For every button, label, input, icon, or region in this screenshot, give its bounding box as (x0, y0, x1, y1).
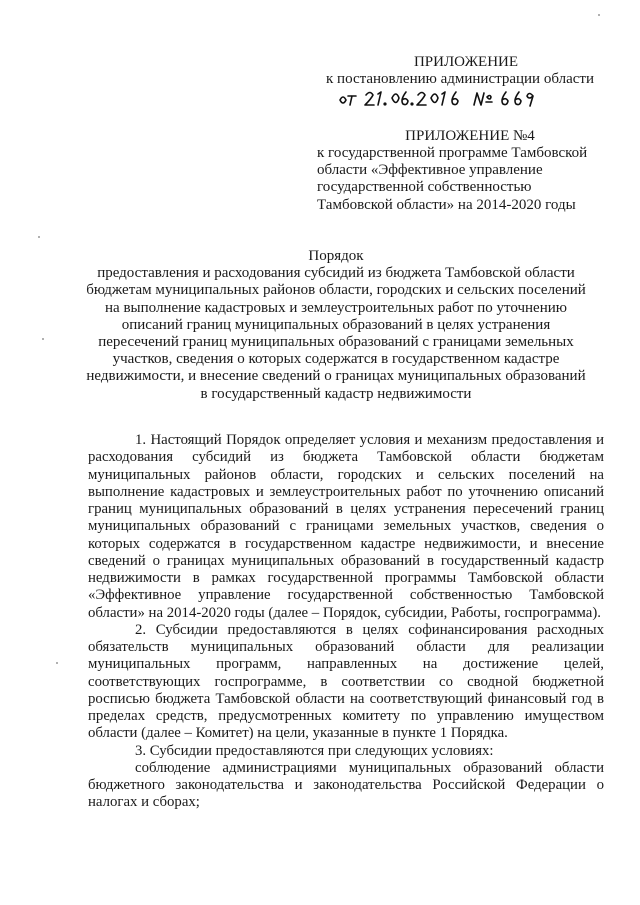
appendix-title: ПРИЛОЖЕНИЕ (413, 54, 519, 70)
paragraph-2: 2. Субсидии предоставляются в целях софинансирования расходных обязательств муниципальных образований области для реализации муниципальных программ, направленных на достижение целей, соответствующих госпрограмме, в соответствии со сводной бюджетной росписью бюджета Тамбовской области на соответствующий финансовый год в пределах средств, предусмотренных комитету по управлению имуществом области (далее – Комитет) на цели, указанные в пункте 1 Порядка. (88, 621, 604, 742)
title-line: на выполнение кадастровых и землеустроительных работ по уточнению (105, 299, 567, 316)
appendix-4-title (370, 128, 570, 145)
procedure-heading: Порядок (308, 248, 364, 264)
document-body (88, 432, 604, 812)
description-line: к государственной программе Тамбовской (317, 145, 588, 161)
title-line: предоставления и расходования субсидий из бюджета Тамбовской области (97, 265, 575, 282)
title-line: пересечений границ муниципальных образований с границами земельных (98, 334, 574, 351)
paragraph-3: 3. Субсидии предоставляются при следующих условиях: (135, 742, 494, 759)
appendix-subtitle: к постановлению администрации области (326, 71, 594, 88)
scan-speck (56, 662, 58, 664)
paragraph-1: 1. Настоящий Порядок определяет условия и механизм предоставления и расходования субсидий из бюджета Тамбовской области бюджетам муниципальных районов области, городских и сельских поселений на выполнение кадастровых и землеустроительных работ по уточнению описаний границ муниципальных образований в целях устранения пересечений границ муниципальных образований с границами земельных участков, сведения о которых содержатся в государственном кадастре недвижимости, и внесение сведений о границах муниципальных образований в государственный кадастр недвижимости в рамках государственной программы Тамбовской области «Эффективное управление государственной собственностью Тамбовской области» на 2014-2020 годы (далее – Порядок, субсидии, Работы, госпрограмма). (88, 432, 604, 621)
scan-speck (42, 338, 44, 340)
description-line: области «Эффективное управление (317, 162, 543, 179)
appendix-header (316, 54, 616, 88)
description-line: Тамбовской области» на 2014-2020 годы (317, 196, 576, 213)
title-line: описаний границ муниципальных образований в целях устранения (121, 316, 551, 333)
scan-speck (38, 236, 40, 238)
appendix-4-description (317, 145, 617, 214)
title-line: в государственный кадастр недвижимости (200, 385, 472, 402)
title-line: участков, сведения о которых содержатся в государственном кадастре (112, 351, 560, 368)
description-line: государственной собственностью (317, 179, 532, 196)
handwritten-signature (338, 86, 538, 108)
title-line: бюджетам муниципальных районов области, городских и сельских поселений (86, 282, 586, 299)
title-line: недвижимости, и внесение сведений о границах муниципальных образований (86, 368, 586, 385)
scan-speck (598, 14, 600, 16)
appendix-4-title-text: ПРИЛОЖЕНИЕ №4 (405, 128, 535, 144)
paragraph-4: соблюдение администрациями муниципальных образований области бюджетного законодательства и законодательства Российской Федерации о налогах и сборах; (88, 759, 604, 811)
procedure-title (80, 248, 592, 403)
